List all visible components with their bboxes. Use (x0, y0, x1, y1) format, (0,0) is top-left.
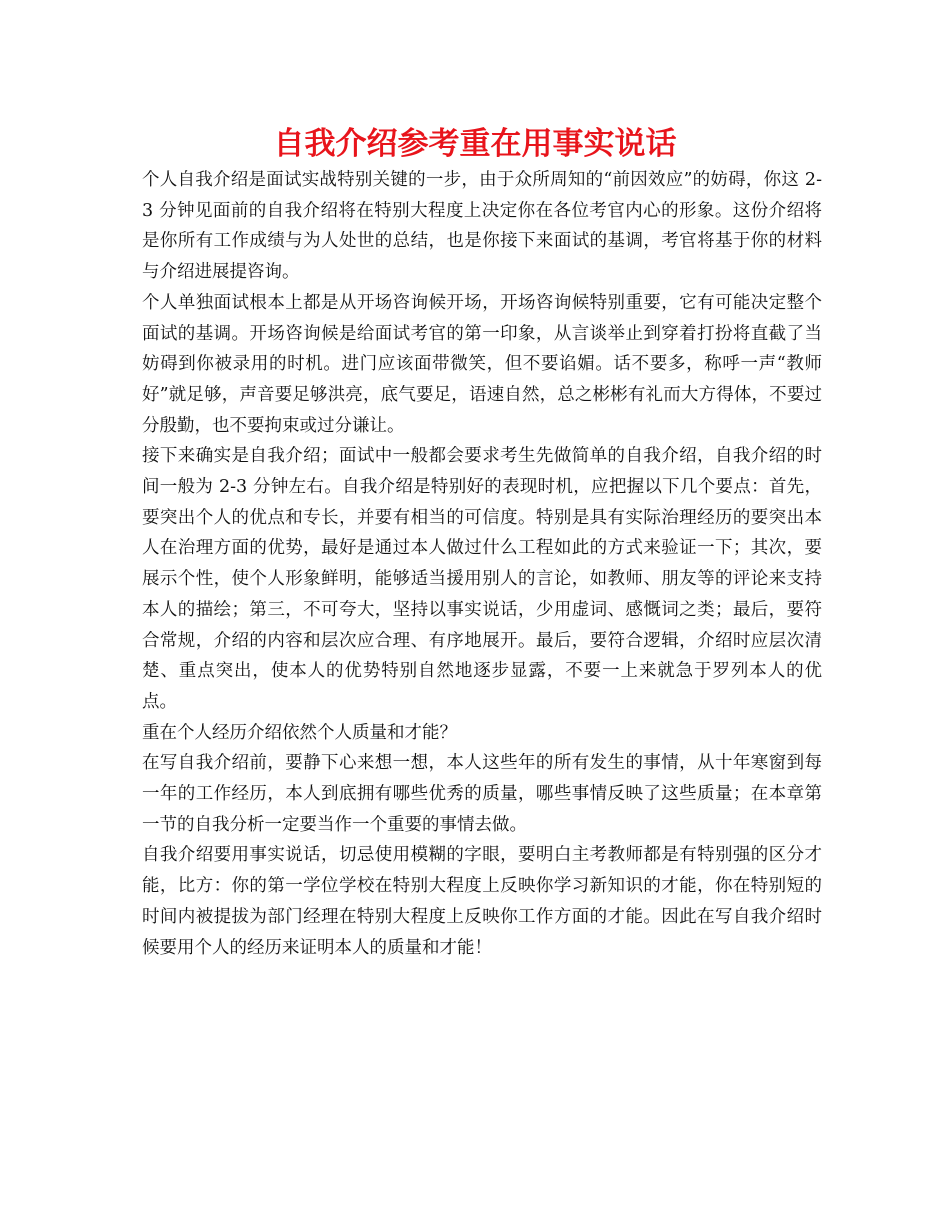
document-title: 自我介绍参考重在用事实说话 (273, 126, 677, 162)
paragraph-question: 重在个人经历介绍依然个人质量和才能？ (142, 722, 457, 743)
paragraph: 接下来确实是自我介绍；面试中一般都会要求考生先做简单的自我介绍，自我介绍的时间一般为 2-3 分钟左右。自我介绍是特别好的表现时机，应把握以下几个要点：首先，要突出个人的优点和专长，并要有相当的可信度。特别是具有实际治理经历的要突出本人在治理方面的优势，最好是通过本人做过什么工程如此的方式来验证一下；其次，要展示个性，使个人形象鲜明，能够适当援用别人的言论，如教师、朋友等的评论来支持本人的描绘；第三，不可夸大，坚持以事实说话，少用虚词、感慨词之类；最后，要符合常规，介绍的内容和层次应合理、有序地展开。最后，要符合逻辑，介绍时应层次清楚、重点突出，使本人的优势特别自然地逐步显露，不要一上来就急于罗列本人的优点。 (142, 446, 822, 712)
paragraph: 自我介绍要用事实说话，切忌使用模糊的字眼，要明白主考教师都是有特别强的区分才能，比方：你的第一学位学校在特别大程度上反映你学习新知识的才能，你在特别短的时间内被提拔为部门经理在特别大程度上反映你工作方面的才能。因此在写自我介绍时候要用个人的经历来证明本人的质量和才能！ (142, 845, 822, 958)
paragraph: 个人自我介绍是面试实战特别关键的一步，由于众所周知的“前因效应”的妨碍，你这 2-3 分钟见面前的自我介绍将在特别大程度上决定你在各位考官内心的形象。这份介绍将是你所有工作成绩与为人处世的总结，也是你接下来面试的基调，考官将基于你的材料与介绍进展提咨询。 (142, 170, 822, 283)
paragraph: 个人单独面试根本上都是从开场咨询候开场，开场咨询候特别重要，它有可能决定整个面试的基调。开场咨询候是给面试考官的第一印象，从言谈举止到穿着打扮将直截了当妨碍到你被录用的时机。进门应该面带微笑，但不要谄媚。话不要多，称呼一声“教师好”就足够，声音要足够洪亮，底气要足，语速自然，总之彬彬有礼而大方得体，不要过分殷勤，也不要拘束或过分谦让。 (142, 292, 822, 436)
document-body (142, 165, 822, 963)
paragraph: 在写自我介绍前，要静下心来想一想，本人这些年的所有发生的事情，从十年寒窗到每一年的工作经历，本人到底拥有哪些优秀的质量，哪些事情反映了这些质量；在本章第一节的自我分析一定要当作一个重要的事情去做。 (142, 753, 822, 835)
